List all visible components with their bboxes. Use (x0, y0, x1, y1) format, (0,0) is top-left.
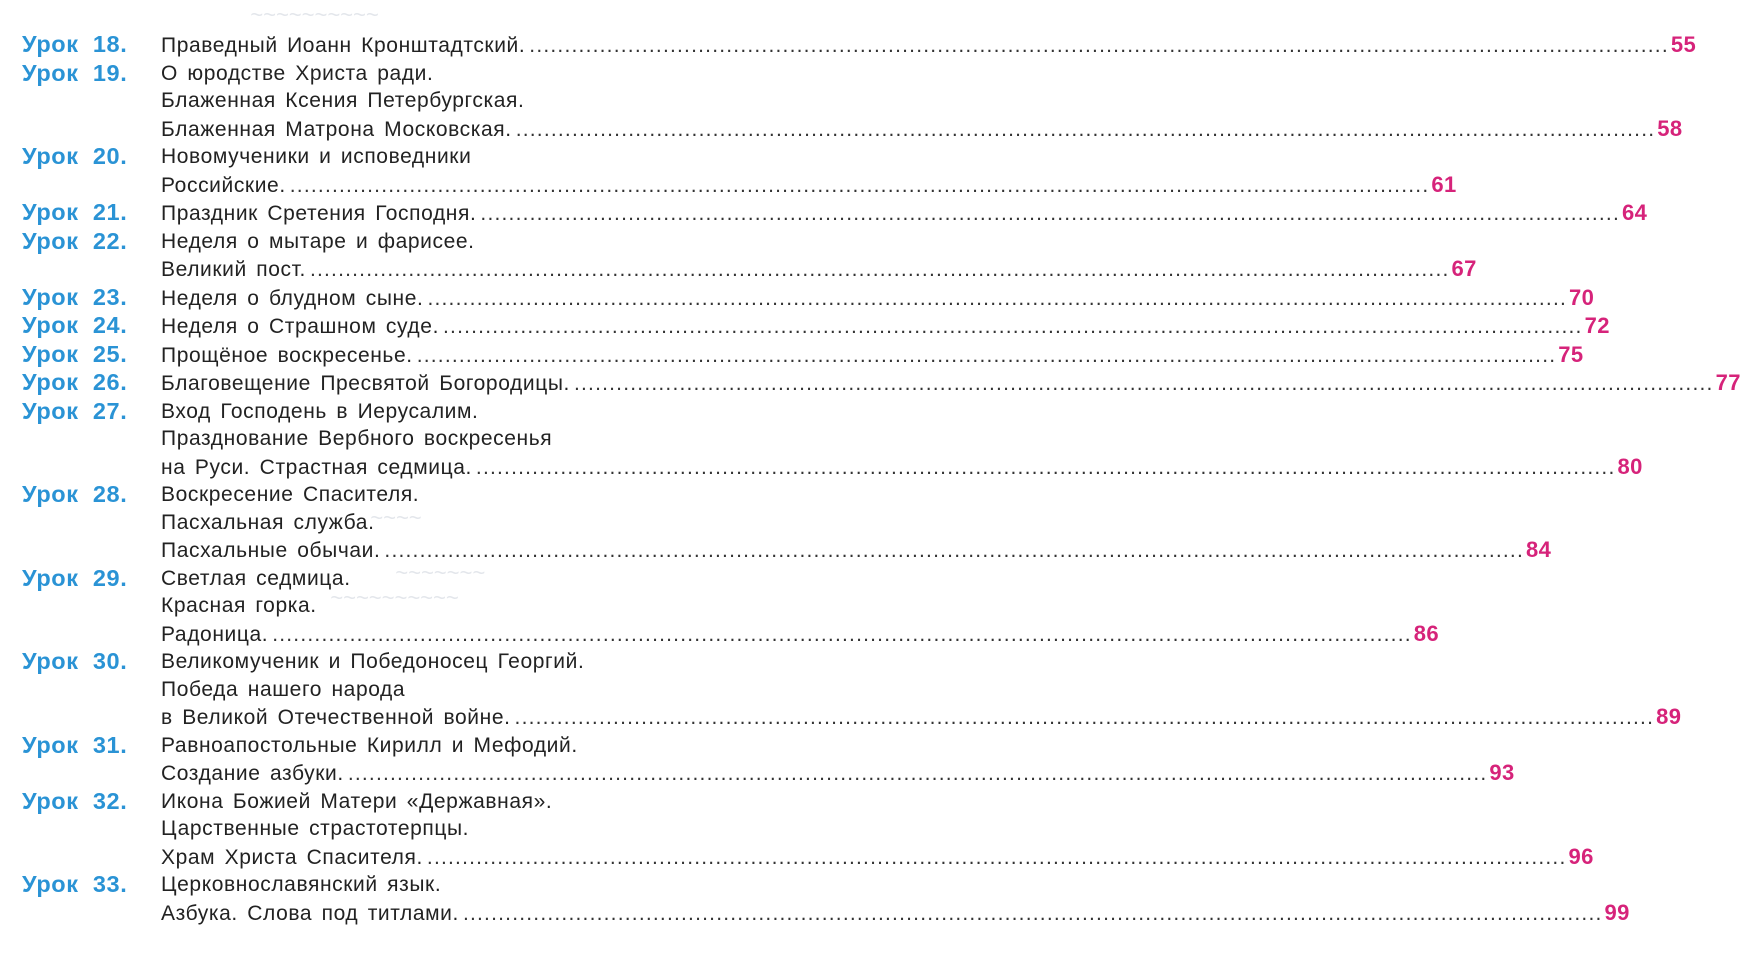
show-through-mark: ~~~~ (370, 505, 422, 530)
lesson-title (161, 565, 1439, 649)
title-text: Храм Христа Спасителя. (161, 845, 423, 869)
lesson-title (161, 398, 1643, 482)
toc-entry (22, 648, 1682, 732)
lesson-label (22, 732, 161, 760)
lesson-title (161, 312, 1610, 341)
lesson-number: 27. (92, 397, 128, 424)
lesson-word: Урок (22, 283, 79, 310)
title-text: Неделя о мытаре и фарисее. (161, 229, 475, 253)
lesson-label (22, 788, 161, 816)
table-of-contents (22, 31, 1741, 927)
dot-leader (427, 285, 1567, 313)
lesson-word: Урок (22, 31, 79, 57)
title-line (161, 648, 1681, 676)
lesson-number: 24. (92, 312, 128, 338)
title-text: Царственные страстотерпцы. (161, 817, 470, 840)
title-line (161, 341, 1584, 370)
page-number: 89 (1656, 704, 1682, 729)
show-through-mark: ~~~~~~~~~~ (250, 2, 379, 27)
title-line (161, 284, 1594, 313)
title-line (161, 509, 1551, 537)
title-line (161, 732, 1515, 760)
lesson-word: Урок (22, 227, 79, 254)
page-number: 61 (1431, 171, 1457, 197)
title-line (161, 87, 1683, 115)
title-text: Равноапостольные Кирилл и Мефодий. (161, 733, 578, 757)
dot-leader (529, 32, 1669, 60)
lesson-number: 21. (92, 199, 128, 225)
toc-entry (22, 59, 1683, 144)
lesson-word: Урок (22, 143, 79, 169)
toc-entry (22, 31, 1697, 60)
lesson-number: 20. (92, 143, 128, 169)
lesson-title (161, 31, 1696, 60)
title-text: Воскресение Спасителя. (161, 483, 420, 506)
title-line (161, 899, 1630, 928)
title-text: Праздник Сретения Господня. (161, 202, 477, 225)
title-line (161, 592, 1439, 620)
page-number: 55 (1670, 32, 1697, 57)
lesson-label (22, 31, 161, 59)
title-text: в Великой Отечественной войне. (161, 706, 511, 729)
dot-leader (463, 900, 1603, 928)
title-line (161, 171, 1457, 200)
lesson-word: Урок (22, 312, 79, 338)
lesson-word: Урок (22, 369, 79, 395)
dot-leader (310, 256, 1450, 284)
lesson-number: 23. (92, 283, 128, 310)
page-number: 58 (1657, 115, 1683, 141)
lesson-label (22, 60, 161, 88)
title-text: на Руси. Страстная седмица. (161, 455, 472, 479)
lesson-word: Урок (22, 481, 79, 507)
dot-leader (348, 760, 1488, 788)
title-text: Благовещение Пресвятой Богородицы. (161, 372, 570, 395)
title-line (161, 815, 1594, 843)
page-number: 67 (1451, 256, 1477, 281)
page-number: 84 (1526, 537, 1552, 562)
title-line (161, 759, 1515, 788)
lesson-title (161, 228, 1477, 284)
page-number: 99 (1604, 899, 1630, 925)
lesson-number: 31. (92, 731, 128, 758)
toc-entry (22, 731, 1515, 788)
dot-leader (290, 172, 1430, 200)
dot-leader (574, 370, 1714, 398)
page-number: 72 (1584, 313, 1610, 338)
title-line (161, 843, 1594, 872)
title-line (161, 481, 1551, 509)
lesson-label (22, 565, 161, 593)
page-number: 96 (1568, 843, 1594, 869)
page-number: 80 (1617, 453, 1643, 479)
lesson-title (161, 648, 1681, 732)
lesson-title (161, 788, 1594, 872)
title-line (161, 143, 1457, 171)
lesson-number: 32. (92, 787, 128, 814)
lesson-number: 19. (92, 59, 128, 86)
title-line (161, 788, 1594, 816)
toc-entry (22, 787, 1594, 872)
title-line (161, 60, 1683, 88)
title-line (161, 398, 1643, 426)
lesson-label (22, 648, 161, 676)
toc-entry (22, 871, 1630, 927)
title-text: Азбука. Слова под титлами. (161, 901, 459, 925)
title-text: Вход Господень в Иерусалим. (161, 399, 479, 423)
lesson-title (161, 60, 1683, 144)
title-line (161, 255, 1477, 284)
title-line (161, 453, 1643, 482)
page-number: 75 (1558, 341, 1584, 367)
lesson-number: 18. (92, 31, 128, 57)
lesson-title (161, 341, 1584, 370)
lesson-title (161, 481, 1551, 565)
page-number: 93 (1489, 760, 1515, 785)
lesson-title (161, 284, 1594, 313)
page-number: 70 (1569, 284, 1595, 310)
show-through-mark: ~~~~~~~ (395, 560, 485, 585)
lesson-number: 25. (92, 340, 128, 367)
lesson-number: 22. (92, 227, 128, 254)
lesson-label (22, 398, 161, 426)
lesson-label (22, 284, 161, 312)
dot-leader (384, 537, 1524, 565)
lesson-word: Урок (22, 340, 79, 367)
lesson-title (161, 369, 1741, 398)
show-through-mark: ~~~~~~~~~~ (330, 585, 459, 610)
lesson-title (161, 143, 1457, 199)
toc-entry (22, 312, 1610, 341)
dot-leader (417, 342, 1557, 370)
title-text: Церковнославянский язык. (161, 873, 442, 896)
lesson-label (22, 228, 161, 256)
lesson-label (22, 199, 161, 227)
toc-entry (22, 143, 1457, 199)
title-text: Праведный Иоанн Кронштадтский. (161, 34, 526, 57)
dot-leader (515, 704, 1655, 732)
page-number: 77 (1715, 370, 1741, 395)
lesson-word: Урок (22, 59, 79, 86)
lesson-label (22, 341, 161, 369)
toc-entry (22, 369, 1741, 398)
title-line (161, 871, 1630, 899)
toc-entry (22, 481, 1552, 565)
title-text: Светлая седмица. (161, 566, 351, 590)
toc-entry (22, 397, 1643, 482)
toc-entry (22, 340, 1584, 370)
dot-leader (427, 844, 1567, 872)
dot-leader (476, 454, 1616, 482)
lesson-word: Урок (22, 648, 79, 674)
title-text: Пасхальные обычаи. (161, 539, 381, 562)
title-text: Прощёное воскресенье. (161, 343, 413, 367)
dot-leader (443, 313, 1583, 341)
lesson-word: Урок (22, 564, 79, 591)
page-number: 64 (1622, 200, 1648, 225)
lesson-number: 26. (92, 369, 128, 395)
toc-entry (22, 227, 1477, 284)
title-line (161, 312, 1610, 341)
title-line (161, 115, 1683, 144)
lesson-label (22, 369, 161, 397)
title-text: Пасхальная служба. (161, 510, 375, 534)
title-text: Российские. (161, 173, 286, 197)
lesson-number: 33. (92, 871, 128, 897)
lesson-title (161, 199, 1647, 228)
lesson-word: Урок (22, 731, 79, 758)
title-line (161, 199, 1647, 228)
title-line (161, 369, 1741, 398)
dot-leader (480, 200, 1620, 228)
dot-leader (516, 116, 1656, 144)
title-text: Неделя о Страшном суде. (161, 315, 439, 338)
title-text: Победа нашего народа (161, 677, 406, 701)
lesson-label (22, 871, 161, 899)
lesson-number: 30. (92, 648, 128, 674)
title-text: О юродстве Христа ради. (161, 61, 434, 85)
title-text: Красная горка. (161, 594, 317, 617)
title-text: Великомученик и Победоносец Георгий. (161, 650, 585, 673)
title-text: Празднование Вербного воскресенья (161, 427, 553, 450)
lesson-word: Урок (22, 787, 79, 814)
title-text: Великий пост. (161, 258, 306, 281)
title-text: Блаженная Матрона Московская. (161, 117, 512, 141)
title-text: Радоница. (161, 622, 269, 646)
title-text: Блаженная Ксения Петербургская. (161, 89, 525, 112)
title-line (161, 565, 1439, 593)
toc-entry (22, 564, 1440, 649)
title-line (161, 228, 1477, 256)
title-line (161, 620, 1439, 649)
lesson-label (22, 312, 161, 340)
toc-entry (22, 283, 1595, 313)
page-number: 86 (1413, 620, 1440, 646)
lesson-title (161, 732, 1515, 788)
title-text: Новомученики и исповедники (161, 145, 472, 168)
title-line (161, 676, 1681, 704)
lesson-word: Урок (22, 871, 79, 897)
title-line (161, 425, 1643, 453)
title-line (161, 536, 1551, 565)
toc-entry (22, 199, 1648, 228)
title-text: Создание азбуки. (161, 762, 344, 785)
lesson-word: Урок (22, 199, 79, 225)
lesson-number: 29. (92, 564, 128, 591)
title-line (161, 31, 1696, 60)
lesson-word: Урок (22, 397, 79, 424)
lesson-label (22, 481, 161, 509)
lesson-title (161, 871, 1630, 927)
title-line (161, 703, 1681, 732)
title-text: Неделя о блудном сыне. (161, 286, 424, 310)
dot-leader (272, 621, 1412, 649)
title-text: Икона Божией Матери «Державная». (161, 789, 553, 813)
lesson-number: 28. (92, 481, 128, 507)
lesson-label (22, 143, 161, 171)
